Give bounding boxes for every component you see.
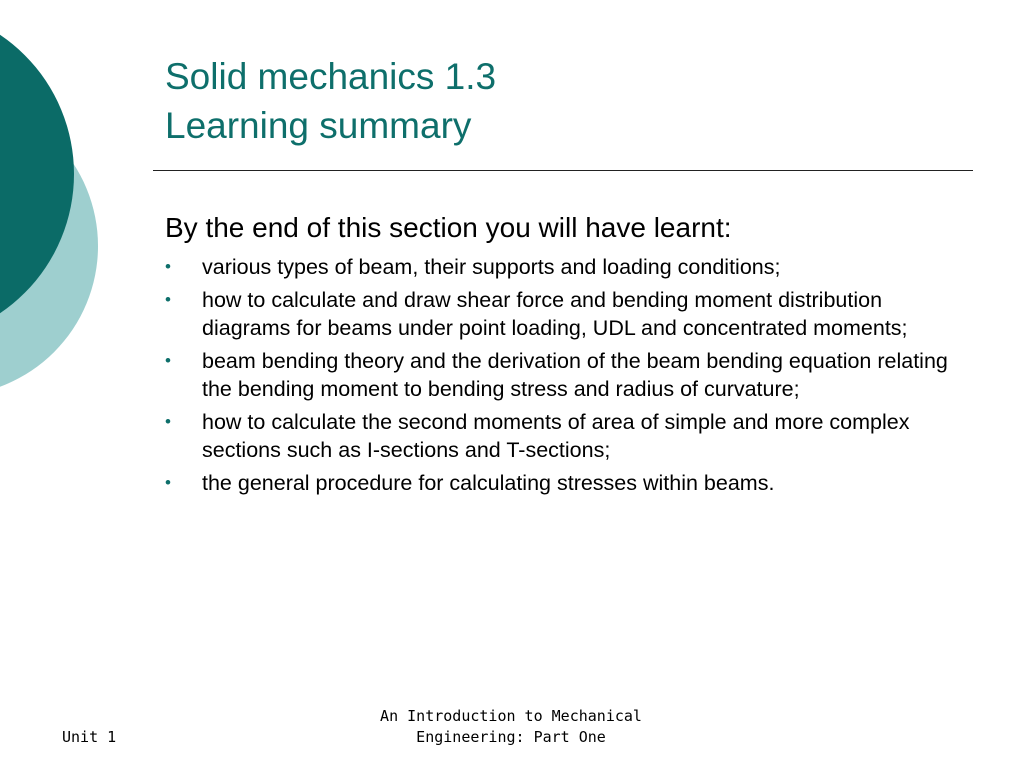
footer-unit-label: Unit 1: [62, 728, 117, 746]
bullet-icon: •: [165, 473, 171, 492]
list-item: [165, 469, 965, 497]
list-item-text: various types of beam, their supports and loading conditions;: [202, 255, 781, 279]
bullet-icon: •: [165, 351, 171, 370]
list-item: [165, 286, 965, 342]
bullet-icon: •: [165, 290, 171, 309]
slide-title: [165, 52, 496, 150]
slide-title-line-1: Solid mechanics 1.3: [165, 56, 497, 97]
list-item: [165, 253, 965, 281]
bullet-icon: •: [165, 257, 171, 276]
intro-text: By the end of this section you will have learnt:: [165, 212, 732, 243]
list-item: [165, 408, 965, 464]
list-item-text: the general procedure for calculating stresses within beams.: [202, 471, 775, 495]
summary-list: [165, 253, 965, 502]
slide-title-line-2: Learning summary: [165, 105, 472, 146]
footer-course-title-line-2: Engineering: Part One: [416, 728, 606, 746]
list-item-text: beam bending theory and the derivation of the beam bending equation relating the bending moment to bending stress and radius of curvature;: [202, 349, 948, 401]
title-divider: [153, 170, 973, 171]
list-item: [165, 347, 965, 403]
list-item-text: how to calculate and draw shear force and bending moment distribution diagrams for beams under point loading, UDL and concentrated moments;: [202, 288, 908, 340]
footer-course-title-line-1: An Introduction to Mechanical: [380, 707, 642, 725]
footer-course-title: [361, 706, 661, 748]
list-item-text: how to calculate the second moments of area of simple and more complex sections such as I-sections and T-sections;: [202, 410, 910, 462]
bullet-icon: •: [165, 412, 171, 431]
